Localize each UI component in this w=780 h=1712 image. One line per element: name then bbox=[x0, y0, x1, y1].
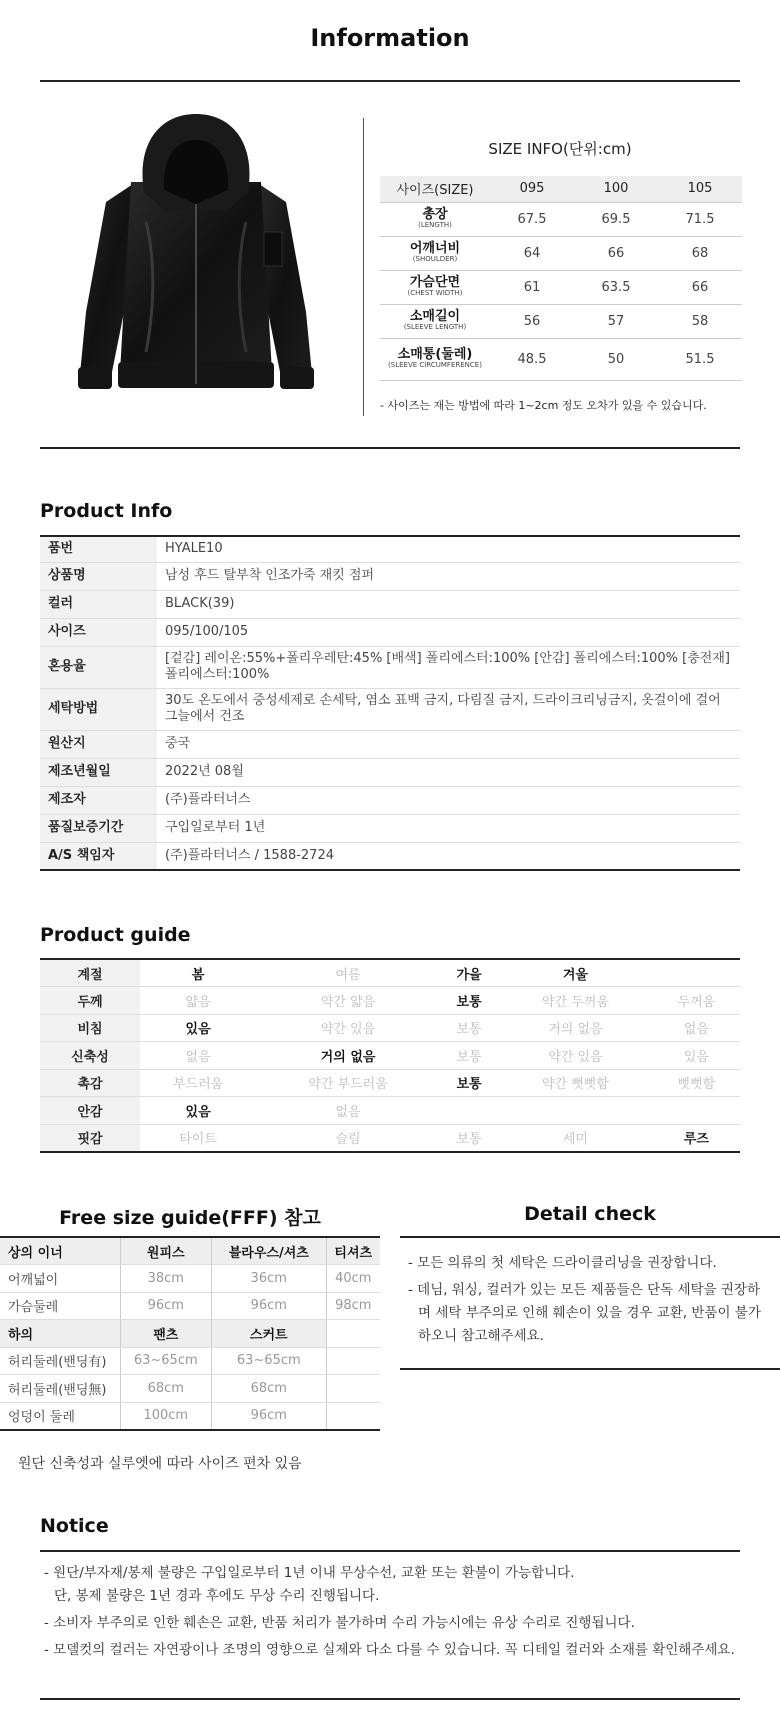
free-size-key: 허리둘레(밴딩無) bbox=[0, 1375, 120, 1403]
guide-key: 핏감 bbox=[40, 1124, 140, 1152]
info-key: 세탁방법 bbox=[40, 688, 157, 730]
size-row-chest bbox=[380, 270, 742, 304]
size-header-105: 105 bbox=[658, 176, 742, 202]
free-size-value bbox=[326, 1320, 380, 1348]
vertical-divider bbox=[363, 118, 364, 416]
guide-cell: 보통 bbox=[440, 1014, 498, 1042]
guide-key: 신축성 bbox=[40, 1042, 140, 1070]
notice-list bbox=[40, 1552, 740, 1662]
size-row-label bbox=[380, 304, 490, 338]
info-row bbox=[40, 536, 740, 562]
free-size-key: 어깨넓이 bbox=[0, 1265, 120, 1293]
info-value: 2022년 08월 bbox=[157, 758, 740, 786]
info-value: (주)플라터너스 bbox=[157, 786, 740, 814]
guide-row-stretch bbox=[40, 1042, 740, 1070]
guide-row-fit bbox=[40, 1124, 740, 1152]
product-info-title: Product Info bbox=[40, 500, 173, 522]
info-key: 원산지 bbox=[40, 730, 157, 758]
free-size-table bbox=[0, 1236, 380, 1431]
product-info-table bbox=[40, 535, 740, 871]
size-value: 61 bbox=[490, 270, 574, 304]
size-header-095: 095 bbox=[490, 176, 574, 202]
detail-check-box bbox=[400, 1236, 780, 1370]
size-note: - 사이즈는 재는 방법에 따라 1~2cm 정도 오차가 있을 수 있습니다. bbox=[380, 399, 707, 412]
guide-cell: 보통 bbox=[440, 1069, 498, 1097]
guide-cell: 있음 bbox=[140, 1014, 256, 1042]
size-value: 50 bbox=[574, 338, 658, 380]
info-key: 제조자 bbox=[40, 786, 157, 814]
free-size-key: 허리둘레(밴딩有) bbox=[0, 1347, 120, 1375]
size-value: 71.5 bbox=[658, 202, 742, 236]
info-value: 30도 온도에서 중성세제로 손세탁, 염소 표백 금지, 다림질 금지, 드라이크리닝금지, 옷걸이에 걸어 그늘에서 건조 bbox=[157, 688, 740, 730]
guide-cell: 약간 얇음 bbox=[256, 987, 440, 1015]
free-size-row bbox=[0, 1265, 380, 1293]
info-value: 095/100/105 bbox=[157, 618, 740, 646]
guide-cell: 타이트 bbox=[140, 1124, 256, 1152]
info-row bbox=[40, 758, 740, 786]
detail-check-title: Detail check bbox=[524, 1203, 656, 1225]
size-value: 51.5 bbox=[658, 338, 742, 380]
guide-cell: 여름 bbox=[256, 959, 440, 987]
info-row bbox=[40, 646, 740, 688]
guide-cell: 슬림 bbox=[256, 1124, 440, 1152]
free-size-value: 98cm bbox=[326, 1292, 380, 1320]
jacket-product-image bbox=[76, 112, 316, 412]
guide-key: 두께 bbox=[40, 987, 140, 1015]
guide-key: 안감 bbox=[40, 1097, 140, 1125]
info-key: 품번 bbox=[40, 536, 157, 562]
size-header-row bbox=[380, 176, 742, 202]
info-row bbox=[40, 590, 740, 618]
free-size-value: 63~65cm bbox=[212, 1347, 327, 1375]
size-header-label: 사이즈(SIZE) bbox=[380, 176, 490, 202]
guide-cell: 뻣뻣함 bbox=[653, 1069, 740, 1097]
size-label-ko: 소매통(둘레) bbox=[397, 346, 473, 362]
guide-cell: 약간 있음 bbox=[498, 1042, 653, 1070]
notice-item-sub: 단, 봉제 불량은 1년 경과 후에도 무상 수리 진행됩니다. bbox=[54, 1588, 380, 1604]
information-top-rule bbox=[40, 80, 740, 82]
size-row-shoulder bbox=[380, 236, 742, 270]
guide-row-thickness bbox=[40, 987, 740, 1015]
info-row bbox=[40, 730, 740, 758]
free-size-note: 원단 신축성과 실루엣에 따라 사이즈 편차 있음 bbox=[18, 1456, 302, 1472]
guide-cell: 겨울 bbox=[498, 959, 653, 987]
free-size-head: 팬츠 bbox=[120, 1320, 212, 1348]
size-value: 57 bbox=[574, 304, 658, 338]
guide-cell bbox=[440, 1097, 498, 1125]
info-value: 구입일로부터 1년 bbox=[157, 814, 740, 842]
guide-cell: 보통 bbox=[440, 1124, 498, 1152]
free-size-value: 96cm bbox=[212, 1292, 327, 1320]
guide-row-see-through bbox=[40, 1014, 740, 1042]
free-size-value: 96cm bbox=[120, 1292, 212, 1320]
free-size-value: 68cm bbox=[120, 1375, 212, 1403]
guide-cell: 없음 bbox=[256, 1097, 440, 1125]
guide-cell: 보통 bbox=[440, 987, 498, 1015]
info-row bbox=[40, 786, 740, 814]
free-size-head-row bbox=[0, 1320, 380, 1348]
free-size-row bbox=[0, 1292, 380, 1320]
info-key: 제조년월일 bbox=[40, 758, 157, 786]
free-size-row bbox=[0, 1375, 380, 1403]
free-size-value bbox=[326, 1402, 380, 1430]
information-bottom-rule bbox=[40, 447, 740, 449]
free-size-value: 96cm bbox=[212, 1402, 327, 1430]
product-guide-table bbox=[40, 958, 740, 1153]
free-size-value: 63~65cm bbox=[120, 1347, 212, 1375]
guide-cell: 루즈 bbox=[653, 1124, 740, 1152]
notice-item bbox=[40, 1639, 740, 1662]
notice-item bbox=[40, 1562, 740, 1608]
guide-cell: 약간 있음 bbox=[256, 1014, 440, 1042]
free-size-value: 36cm bbox=[212, 1265, 327, 1293]
notice-item-main: - 모델컷의 컬러는 자연광이나 조명의 영향으로 실제와 다소 다를 수 있습니다. 꼭 디테일 컬러와 소재를 확인해주세요. bbox=[44, 1642, 735, 1658]
guide-cell: 가을 bbox=[440, 959, 498, 987]
guide-cell: 있음 bbox=[140, 1097, 256, 1125]
size-label-en: (SHOULDER) bbox=[412, 254, 458, 263]
guide-cell bbox=[653, 959, 740, 987]
size-row-label bbox=[380, 338, 490, 380]
guide-cell: 약간 뻣뻣함 bbox=[498, 1069, 653, 1097]
guide-cell: 없음 bbox=[140, 1042, 256, 1070]
free-size-head: 하의 bbox=[0, 1320, 120, 1348]
free-size-value bbox=[326, 1375, 380, 1403]
guide-key: 계절 bbox=[40, 959, 140, 987]
guide-cell: 없음 bbox=[653, 1014, 740, 1042]
free-size-head-row bbox=[0, 1237, 380, 1265]
size-value: 58 bbox=[658, 304, 742, 338]
guide-row-texture bbox=[40, 1069, 740, 1097]
free-size-value: 68cm bbox=[212, 1375, 327, 1403]
size-value: 64 bbox=[490, 236, 574, 270]
detail-check-list bbox=[400, 1238, 780, 1348]
free-size-head: 스커트 bbox=[212, 1320, 327, 1348]
info-value: HYALE10 bbox=[157, 536, 740, 562]
information-title: Information bbox=[310, 24, 470, 52]
free-size-value: 38cm bbox=[120, 1265, 212, 1293]
guide-cell: 거의 없음 bbox=[498, 1014, 653, 1042]
size-label-en: (SLEEVE LENGTH) bbox=[403, 322, 467, 331]
info-row bbox=[40, 562, 740, 590]
free-size-head: 티셔츠 bbox=[326, 1237, 380, 1265]
size-row-sleeve-circumference bbox=[380, 338, 742, 380]
info-key: 컬러 bbox=[40, 590, 157, 618]
info-row bbox=[40, 814, 740, 842]
notice-title: Notice bbox=[40, 1515, 109, 1537]
size-info-table bbox=[380, 176, 742, 381]
info-value: BLACK(39) bbox=[157, 590, 740, 618]
size-info-title: SIZE INFO(단위:cm) bbox=[488, 140, 632, 158]
info-row bbox=[40, 688, 740, 730]
guide-cell: 약간 부드러움 bbox=[256, 1069, 440, 1097]
size-header-100: 100 bbox=[574, 176, 658, 202]
size-row-sleeve-length bbox=[380, 304, 742, 338]
detail-check-item: - 데님, 워싱, 컬러가 있는 모든 제품들은 단독 세탁을 권장하며 세탁 부주의로 인해 훼손이 있을 경우 교환, 반품이 불가하오니 참고해주세요. bbox=[408, 1282, 761, 1344]
guide-row-lining bbox=[40, 1097, 740, 1125]
guide-cell bbox=[498, 1097, 653, 1125]
free-size-value: 100cm bbox=[120, 1402, 212, 1430]
info-key: 혼용율 bbox=[40, 646, 157, 688]
free-size-head: 블라우스/셔츠 bbox=[212, 1237, 327, 1265]
notice-item-main: - 소비자 부주의로 인한 훼손은 교환, 반품 처리가 불가하며 수리 가능시에는 유상 수리로 진행됩니다. bbox=[44, 1615, 635, 1631]
size-row-label bbox=[380, 202, 490, 236]
info-key: A/S 책임자 bbox=[40, 842, 157, 870]
size-label-ko: 어깨너비 bbox=[409, 240, 461, 256]
guide-cell: 봄 bbox=[140, 959, 256, 987]
size-row-length bbox=[380, 202, 742, 236]
free-size-head: 상의 이너 bbox=[0, 1237, 120, 1265]
size-label-ko: 소매길이 bbox=[409, 308, 461, 324]
guide-cell: 보통 bbox=[440, 1042, 498, 1070]
free-size-row bbox=[0, 1402, 380, 1430]
size-value: 63.5 bbox=[574, 270, 658, 304]
info-row bbox=[40, 618, 740, 646]
guide-cell: 두꺼움 bbox=[653, 987, 740, 1015]
guide-cell: 거의 없음 bbox=[256, 1042, 440, 1070]
size-value: 67.5 bbox=[490, 202, 574, 236]
size-label-en: (SLEEVE CIRCUMFERENCE) bbox=[388, 360, 482, 369]
guide-cell: 얇음 bbox=[140, 987, 256, 1015]
product-guide-title: Product guide bbox=[40, 924, 191, 946]
info-value: 남성 후드 탈부착 인조가죽 재킷 점퍼 bbox=[157, 562, 740, 590]
size-value: 48.5 bbox=[490, 338, 574, 380]
size-value: 66 bbox=[658, 270, 742, 304]
free-size-value bbox=[326, 1347, 380, 1375]
free-size-head: 원피스 bbox=[120, 1237, 212, 1265]
info-value: 중국 bbox=[157, 730, 740, 758]
size-label-en: (CHEST WIDTH) bbox=[407, 288, 463, 297]
size-value: 68 bbox=[658, 236, 742, 270]
guide-cell: 있음 bbox=[653, 1042, 740, 1070]
info-key: 사이즈 bbox=[40, 618, 157, 646]
size-row-label bbox=[380, 270, 490, 304]
size-row-label bbox=[380, 236, 490, 270]
info-key: 품질보증기간 bbox=[40, 814, 157, 842]
guide-cell: 세미 bbox=[498, 1124, 653, 1152]
free-size-key: 엉덩이 둘레 bbox=[0, 1402, 120, 1430]
free-size-value: 40cm bbox=[326, 1265, 380, 1293]
guide-row-season bbox=[40, 959, 740, 987]
notice-item bbox=[40, 1612, 740, 1635]
info-value: [겉감] 레이온:55%+폴리우레탄:45% [배색] 폴리에스터:100% [안감] 폴리에스터:100% [충전재] 폴리에스터:100% bbox=[157, 646, 740, 688]
guide-key: 비침 bbox=[40, 1014, 140, 1042]
info-row bbox=[40, 842, 740, 870]
size-label-en: (LENGTH) bbox=[418, 220, 452, 229]
detail-check-item: - 모든 의류의 첫 세탁은 드라이클리닝을 권장합니다. bbox=[408, 1255, 717, 1271]
guide-cell bbox=[653, 1097, 740, 1125]
guide-key: 촉감 bbox=[40, 1069, 140, 1097]
free-size-row bbox=[0, 1347, 380, 1375]
size-value: 66 bbox=[574, 236, 658, 270]
size-value: 69.5 bbox=[574, 202, 658, 236]
notice-item-main: - 원단/부자재/봉제 불량은 구입일로부터 1년 이내 무상수선, 교환 또는 환불이 가능합니다. bbox=[44, 1565, 575, 1581]
info-value: (주)플라터너스 / 1588-2724 bbox=[157, 842, 740, 870]
size-value: 56 bbox=[490, 304, 574, 338]
notice-box bbox=[40, 1550, 740, 1700]
size-label-ko: 총장 bbox=[422, 206, 448, 222]
guide-cell: 부드러움 bbox=[140, 1069, 256, 1097]
size-label-ko: 가슴단면 bbox=[409, 274, 461, 290]
info-key: 상품명 bbox=[40, 562, 157, 590]
free-size-guide-title: Free size guide(FFF) 참고 bbox=[59, 1207, 321, 1229]
guide-cell: 약간 두꺼움 bbox=[498, 987, 653, 1015]
free-size-key: 가슴둘레 bbox=[0, 1292, 120, 1320]
